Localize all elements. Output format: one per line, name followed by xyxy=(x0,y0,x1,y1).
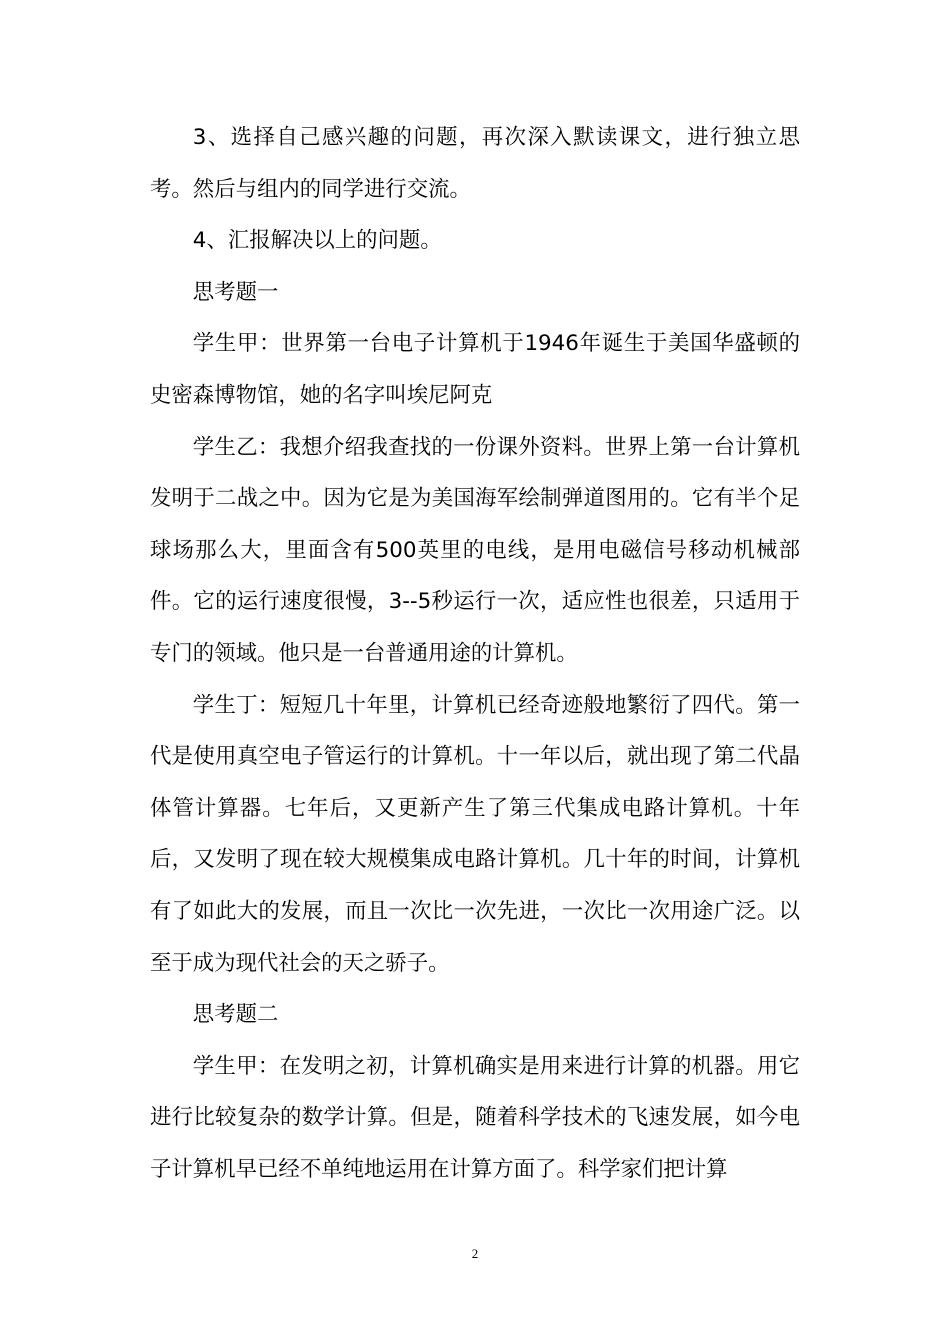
paragraph-student-b: 学生乙：我想介绍我查找的一份课外资料。世界上第一台计算机发明于二战之中。因为它是为美国海军绘制弹道图用的。它有半个足球场那么大，里面含有500英里的电线，是用电磁信号移动机械部件。它的运行速度很慢，3--5秒运行一次，适应性也很差，只适用于专门的领域。他只是一台普通用途的计算机。 xyxy=(150,434,800,666)
document-body xyxy=(150,112,800,1195)
paragraph-student-d: 学生丁：短短几十年里，计算机已经奇迹般地繁衍了四代。第一代是使用真空电子管运行的计算机。十一年以后，就出现了第二代晶体管计算器。七年后，又更新产生了第三代集成电路计算机。十年后，又发明了现在较大规模集成电路计算机。几十年的时间，计算机有了如此大的发展，而且一次比一次先进，一次比一次用途广泛。以至于成为现代社会的天之骄子。 xyxy=(150,692,800,976)
paragraph-student-a-2: 学生甲：在发明之初，计算机确实是用来进行计算的机器。用它进行比较复杂的数学计算。但是，随着科学技术的飞速发展，如今电子计算机早已经不单纯地运用在计算方面了。科学家们把计算 xyxy=(150,1053,800,1182)
paragraph-step-4: 4、汇报解决以上的问题。 xyxy=(192,228,442,254)
heading-question-one: 思考题一 xyxy=(192,279,279,305)
paragraph-student-a: 学生甲：世界第一台电子计算机于1946年诞生于美国华盛顿的史密森博物馆，她的名字叫埃尼阿克 xyxy=(150,331,800,408)
paragraph-step-3: 3、选择自己感兴趣的问题，再次深入默读课文，进行独立思考。然后与组内的同学进行交流。 xyxy=(150,125,800,202)
heading-question-two: 思考题二 xyxy=(192,1002,279,1028)
page-number: 2 xyxy=(471,1246,479,1261)
